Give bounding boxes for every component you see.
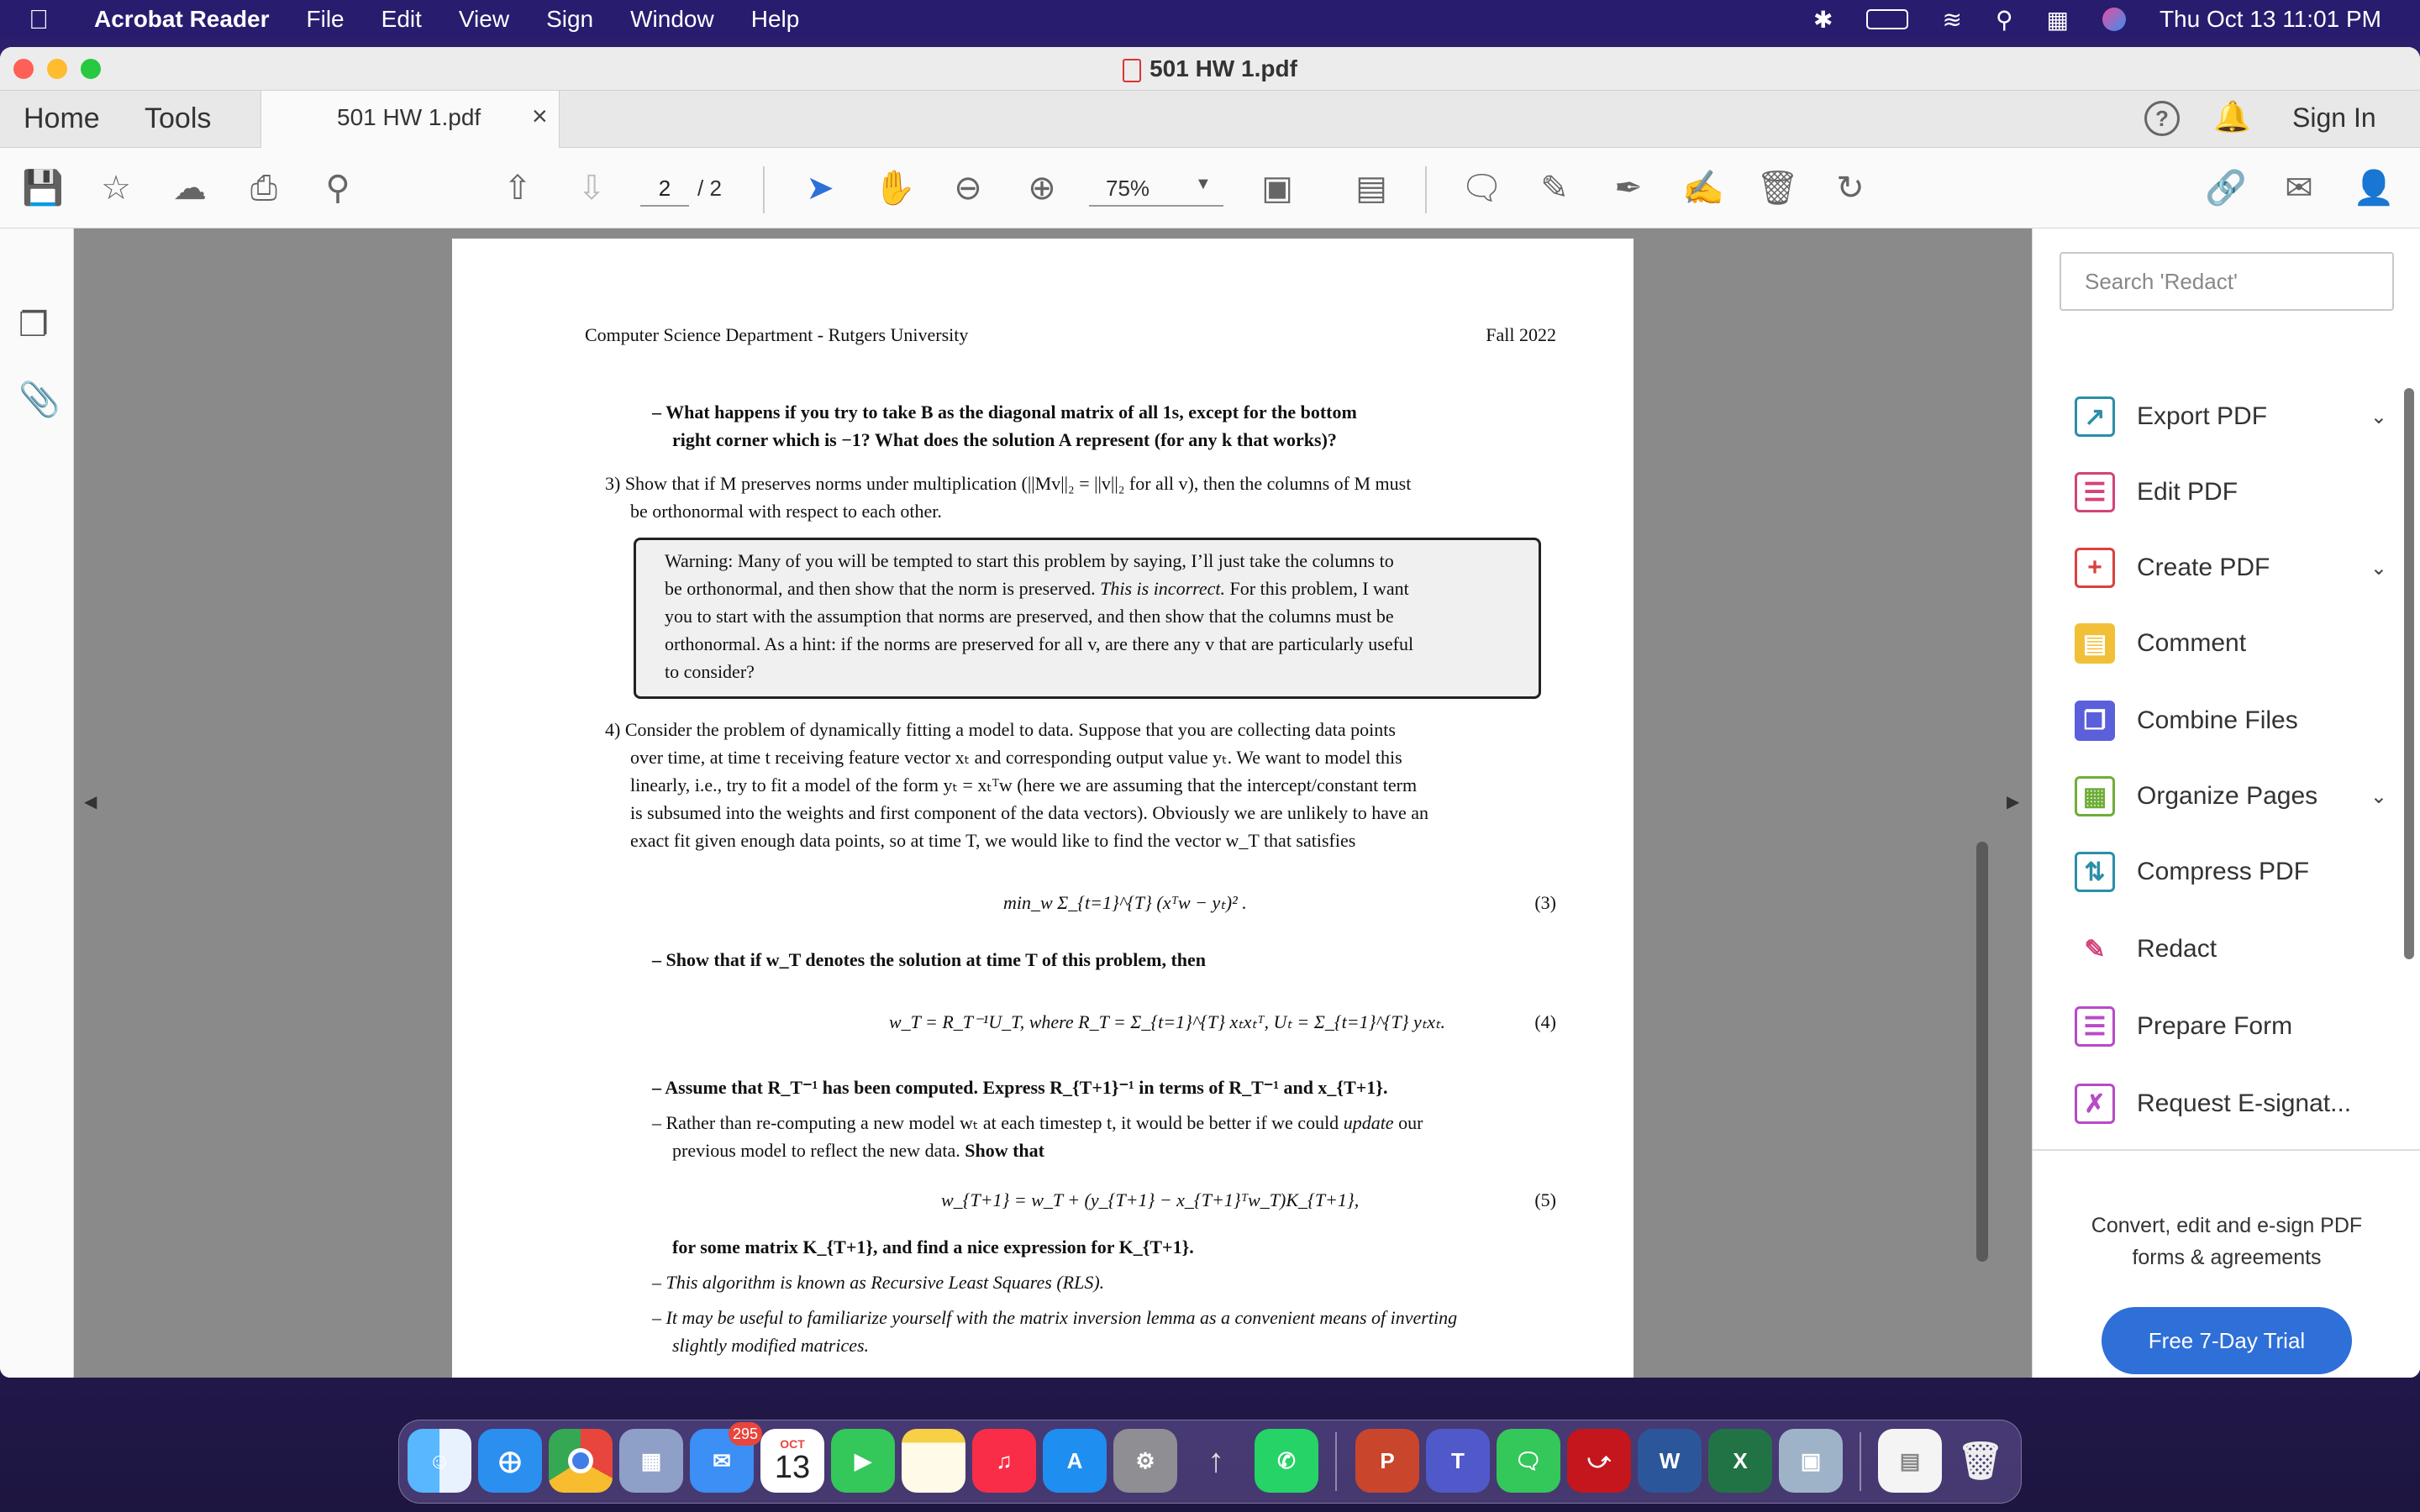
select-cursor-icon[interactable]: ➤ <box>806 170 834 207</box>
comment-icon[interactable]: 🗨 <box>1460 170 1503 207</box>
collapse-left-panel-icon[interactable]: ◀ <box>84 793 97 811</box>
trash-icon[interactable]: 🗑 <box>1957 1441 2004 1482</box>
highlight-pen-icon[interactable]: ✎ <box>1540 170 1569 207</box>
right-pane-scrollbar[interactable] <box>2404 388 2414 959</box>
mail-icon[interactable]: ✉ <box>690 1429 754 1493</box>
question-3-line: 3) Show that if M preserves norms under multiplication (||Mv||₂ = ||v||₂ for all v), then the columns of M must <box>605 473 1412 494</box>
combine-files-icon: ❐ <box>2075 701 2115 741</box>
messages-icon[interactable]: 🗨 <box>1497 1429 1560 1493</box>
tool-export-pdf[interactable] <box>2075 391 2394 442</box>
share-link-icon[interactable]: 🔗 <box>2205 170 2247 207</box>
question-3-line: be orthonormal with respect to each other. <box>630 501 942 522</box>
find-text-icon[interactable]: ⚲ <box>325 170 350 207</box>
tool-label: Organize Pages <box>2137 782 2318 810</box>
tool-label: Compress PDF <box>2137 858 2310 885</box>
question-4-line: is subsumed into the weights and first component of the data vectors). Obviously we are unlikely to have an <box>630 802 1429 823</box>
chevron-down-icon[interactable]: ⌄ <box>2370 556 2387 580</box>
equation-3-number: (3) <box>1534 892 1556 913</box>
toolbar-divider <box>763 166 765 213</box>
tool-organize-pages[interactable] <box>2075 771 2394 822</box>
menu-app-name[interactable]: Acrobat Reader <box>74 6 250 32</box>
dock <box>398 1420 2022 1504</box>
tab-bar <box>0 91 2420 148</box>
menu-file[interactable]: File <box>286 6 324 32</box>
excel-icon[interactable]: X <box>1708 1429 1772 1493</box>
compress-pdf-icon: ⇅ <box>2075 852 2115 892</box>
notifications-bell-icon[interactable]: 🔔 <box>2213 99 2251 134</box>
chevron-down-icon[interactable]: ⌄ <box>2370 405 2387 428</box>
scroll-mode-icon[interactable]: ▤ <box>1355 170 1387 207</box>
header-right: Fall 2022 <box>1486 324 1556 345</box>
equation-5-number: (5) <box>1534 1189 1556 1210</box>
calendar-month: OCT <box>780 1437 805 1451</box>
question-4-line: exact fit given enough data points, so at time T, we would like to find the vector w_T that satisfies <box>630 830 1356 851</box>
divider <box>2033 1149 2420 1151</box>
whatsapp-icon[interactable]: ✆ <box>1255 1429 1318 1493</box>
facetime-icon[interactable]: ▶ <box>831 1429 895 1493</box>
app-store-icon[interactable]: A <box>1043 1429 1107 1493</box>
page-fit-icon[interactable]: ▣ <box>1261 170 1293 207</box>
tool-label: Redact <box>2137 935 2217 963</box>
equation-5: w_{T+1} = w_T + (y_{T+1} − x_{T+1}ᵀw_T)K_{T+1}, <box>941 1189 1360 1210</box>
menubar-clock[interactable]: Thu Oct 13 11:01 PM <box>2159 6 2381 32</box>
subquestion-line: – This algorithm is known as Recursive Least Squares (RLS). <box>652 1272 1105 1293</box>
subquestion-line: – It may be useful to familiarize yourself with the matrix inversion lemma as a convenient means of inverting <box>652 1307 1458 1328</box>
question-4-line: 4) Consider the problem of dynamically fitting a model to data. Suppose that you are collecting data points <box>605 719 1396 740</box>
prepare-form-icon: ☰ <box>2075 1006 2115 1047</box>
chevron-down-icon[interactable]: ▼ <box>1195 175 1212 193</box>
launchpad-icon[interactable]: ▦ <box>619 1429 683 1493</box>
pdf-page <box>452 239 1634 1378</box>
equation-3: min_w Σ_{t=1}^{T} (xᵀw − yₜ)² . <box>1003 892 1247 913</box>
tool-label: Edit PDF <box>2137 478 2238 506</box>
page-number-input[interactable]: 2 <box>640 170 689 207</box>
bullet-line: right corner which is −1? What does the solution A represent (for any k that works)? <box>672 429 1337 450</box>
system-settings-icon[interactable]: ⚙ <box>1113 1429 1177 1493</box>
menu-window[interactable]: Window <box>610 6 694 32</box>
subquestion-text: our <box>1398 1112 1423 1133</box>
tab-tools[interactable]: Tools <box>145 102 212 134</box>
rocket-icon[interactable]: ↑ <box>1207 1441 1224 1479</box>
word-icon[interactable]: W <box>1638 1429 1702 1493</box>
subquestion-text: previous model to reflect the new data. <box>672 1140 960 1161</box>
calendar-day: 13 <box>774 1450 811 1485</box>
equation-4: w_T = R_T⁻¹U_T, where R_T = Σ_{t=1}^{T} xₜxₜᵀ, Uₜ = Σ_{t=1}^{T} yₜxₜ. <box>889 1011 1446 1032</box>
delete-trash-icon[interactable]: 🗑 <box>1756 170 1799 207</box>
warning-line: orthonormal. As a hint: if the norms are preserved for all v, are there any v that are particularly useful <box>665 633 1414 654</box>
subquestion-line: for some matrix K_{T+1}, and find a nice expression for K_{T+1}. <box>672 1236 1194 1257</box>
dock-divider <box>1335 1432 1337 1491</box>
close-window-button[interactable] <box>13 59 34 79</box>
tool-label: Comment <box>2137 629 2247 657</box>
tool-label: Combine Files <box>2137 706 2298 734</box>
document-viewer[interactable] <box>74 228 2032 1378</box>
acrobat-icon[interactable]: ⤻ <box>1567 1429 1631 1493</box>
left-rail <box>0 228 74 1378</box>
subquestion-line: – Show that if w_T denotes the solution at time T of this problem, then <box>652 949 1207 970</box>
tool-label: Export PDF <box>2137 402 2268 430</box>
save-icon[interactable]: 💾 <box>22 170 64 207</box>
bookmark-star-icon[interactable]: ☆ <box>101 170 131 207</box>
warning-line <box>665 575 1409 602</box>
menu-bar <box>0 0 2420 39</box>
window-title: 501 HW 1.pdf <box>1150 55 1297 81</box>
battery-icon[interactable] <box>1866 9 1908 29</box>
search-tools-input[interactable]: Search 'Redact' <box>2060 252 2394 311</box>
attachments-paperclip-icon[interactable]: 📎 <box>18 381 60 418</box>
export-pdf-icon: ↗ <box>2075 396 2115 437</box>
sign-in-button[interactable]: Sign In <box>2292 102 2376 133</box>
bullet-line: – What happens if you try to take B as the diagonal matrix of all 1s, except for the bottom <box>652 402 1357 423</box>
email-icon[interactable]: ✉ <box>2285 170 2313 207</box>
menu-help[interactable]: Help <box>730 6 780 32</box>
close-tab-icon[interactable]: × <box>532 101 548 131</box>
recent-document-icon[interactable]: ▤ <box>1878 1429 1942 1493</box>
tab-document[interactable] <box>260 91 560 148</box>
mail-badge: 295 <box>729 1422 762 1446</box>
warning-line: Warning: Many of you will be tempted to start this problem by saying, I’ll just take the columns to <box>665 550 1394 571</box>
chevron-down-icon[interactable]: ⌄ <box>2370 785 2387 808</box>
zoom-out-icon[interactable]: ⊖ <box>954 170 982 207</box>
tools-pane <box>2032 228 2420 1378</box>
teams-icon[interactable]: T <box>1426 1429 1490 1493</box>
warning-text: For this problem, I want <box>1229 578 1409 599</box>
subquestion-text: – Rather than re-computing a new model wₜ at each timestep t, it would be better if we could <box>652 1112 1339 1133</box>
print-icon[interactable]: ⎙ <box>250 170 277 207</box>
wifi-icon[interactable]: ≋ <box>1942 6 1962 33</box>
main-toolbar <box>0 148 2420 228</box>
bluetooth-icon[interactable]: ✱ <box>1813 6 1833 33</box>
next-page-icon[interactable]: ⇩ <box>577 170 606 207</box>
menu-view[interactable]: View <box>438 6 490 32</box>
apple-icon[interactable] <box>29 4 49 35</box>
notes-icon[interactable] <box>902 1429 965 1493</box>
add-user-icon[interactable]: 👤 <box>2353 170 2395 207</box>
redact-icon: ✎ <box>2084 935 2106 963</box>
music-icon[interactable]: ♫ <box>972 1429 1036 1493</box>
warning-text: be orthonormal, and then show that the norm is preserved. <box>665 578 1096 599</box>
question-4-line: over time, at time t receiving feature vector xₜ and corresponding output value yₜ. We want to model this <box>630 747 1402 768</box>
acrobat-window <box>0 47 2420 1378</box>
tool-prepare-form[interactable] <box>2075 1001 2394 1052</box>
tool-label: Request E-signat... <box>2137 1089 2352 1117</box>
page-thumbnails-icon[interactable]: ❐ <box>18 307 49 344</box>
free-trial-button[interactable]: Free 7-Day Trial <box>2102 1307 2352 1374</box>
rotate-icon[interactable]: ↻ <box>1836 170 1865 207</box>
tool-comment[interactable] <box>2075 618 2394 669</box>
menu-sign[interactable]: Sign <box>526 6 574 32</box>
edit-document-icon[interactable]: ✍ <box>1682 170 1724 207</box>
hand-tool-icon[interactable]: ✋ <box>874 170 916 207</box>
preview-icon[interactable]: ▣ <box>1779 1429 1843 1493</box>
vertical-scrollbar[interactable] <box>1976 842 1988 1262</box>
tool-edit-pdf[interactable] <box>2075 467 2394 517</box>
organize-pages-icon: ▦ <box>2075 776 2115 816</box>
sign-pen-icon[interactable]: ✒ <box>1614 170 1643 207</box>
tool-compress-pdf[interactable] <box>2075 847 2394 897</box>
warning-emphasis: This is incorrect. <box>1100 578 1226 599</box>
question-4-line: linearly, i.e., try to fit a model of the form yₜ = xₜᵀw (here we are assuming that the intercept/constant term <box>630 774 1418 795</box>
zoom-level-select[interactable]: 75% <box>1089 170 1223 207</box>
previous-page-icon[interactable]: ⇧ <box>503 170 532 207</box>
subquestion-line: slightly modified matrices. <box>672 1335 870 1356</box>
expand-right-panel-icon[interactable]: ▶ <box>2007 793 2020 811</box>
powerpoint-icon[interactable]: P <box>1355 1429 1419 1493</box>
control-center-icon[interactable]: ▦ <box>2046 6 2069 33</box>
safari-icon[interactable]: ⨁ <box>478 1429 542 1493</box>
zoom-window-button[interactable] <box>81 59 101 79</box>
header-left: Computer Science Department - Rutgers University <box>585 324 969 345</box>
spotlight-search-icon[interactable]: ⚲ <box>1995 6 2013 33</box>
create-pdf-icon: + <box>2075 548 2115 588</box>
tab-home[interactable]: Home <box>24 102 100 134</box>
pdf-file-icon <box>1123 59 1141 82</box>
dock-divider <box>1860 1432 1861 1491</box>
siri-icon[interactable] <box>2102 8 2126 31</box>
comment-tool-icon: ▤ <box>2075 623 2115 664</box>
minimize-window-button[interactable] <box>47 59 67 79</box>
tool-combine-files[interactable] <box>2075 696 2394 746</box>
warning-line: to consider? <box>665 661 755 682</box>
equation-4-number: (4) <box>1534 1011 1556 1032</box>
page-total: / 2 <box>697 176 722 201</box>
warning-box <box>634 538 1541 699</box>
tool-redact[interactable] <box>2075 924 2394 974</box>
warning-line: you to start with the assumption that norms are preserved, and then show that the columns must be <box>665 606 1394 627</box>
calendar-icon[interactable] <box>760 1429 824 1493</box>
title-bar <box>0 47 2420 91</box>
subquestion-emphasis: update <box>1343 1112 1394 1133</box>
tab-document-label: 501 HW 1.pdf <box>337 104 481 130</box>
tool-request-esignatures[interactable] <box>2075 1079 2394 1129</box>
subquestion-line <box>672 1137 1044 1164</box>
finder-icon[interactable]: ☺ <box>408 1429 471 1493</box>
subquestion-line: – Assume that R_T⁻¹ has been computed. Express R_{T+1}⁻¹ in terms of R_T⁻¹ and x_{T+1}. <box>652 1077 1388 1098</box>
tool-label: Create PDF <box>2137 554 2270 581</box>
help-icon[interactable]: ? <box>2144 101 2180 136</box>
toolbar-divider <box>1425 166 1427 213</box>
promo-text: Convert, edit and e-sign PDF forms & agreements <box>2091 1214 2363 1269</box>
tool-label: Prepare Form <box>2137 1012 2293 1040</box>
tool-create-pdf[interactable] <box>2075 543 2394 593</box>
edit-pdf-icon: ☰ <box>2075 472 2115 512</box>
subquestion-bold: Show that <box>965 1140 1044 1161</box>
subquestion-line <box>652 1109 1423 1137</box>
request-esign-icon: ✗ <box>2075 1084 2115 1124</box>
menu-edit[interactable]: Edit <box>360 6 402 32</box>
zoom-in-icon[interactable]: ⊕ <box>1028 170 1056 207</box>
upload-cloud-icon[interactable]: ☁ <box>173 170 207 207</box>
chrome-icon[interactable] <box>549 1429 613 1493</box>
